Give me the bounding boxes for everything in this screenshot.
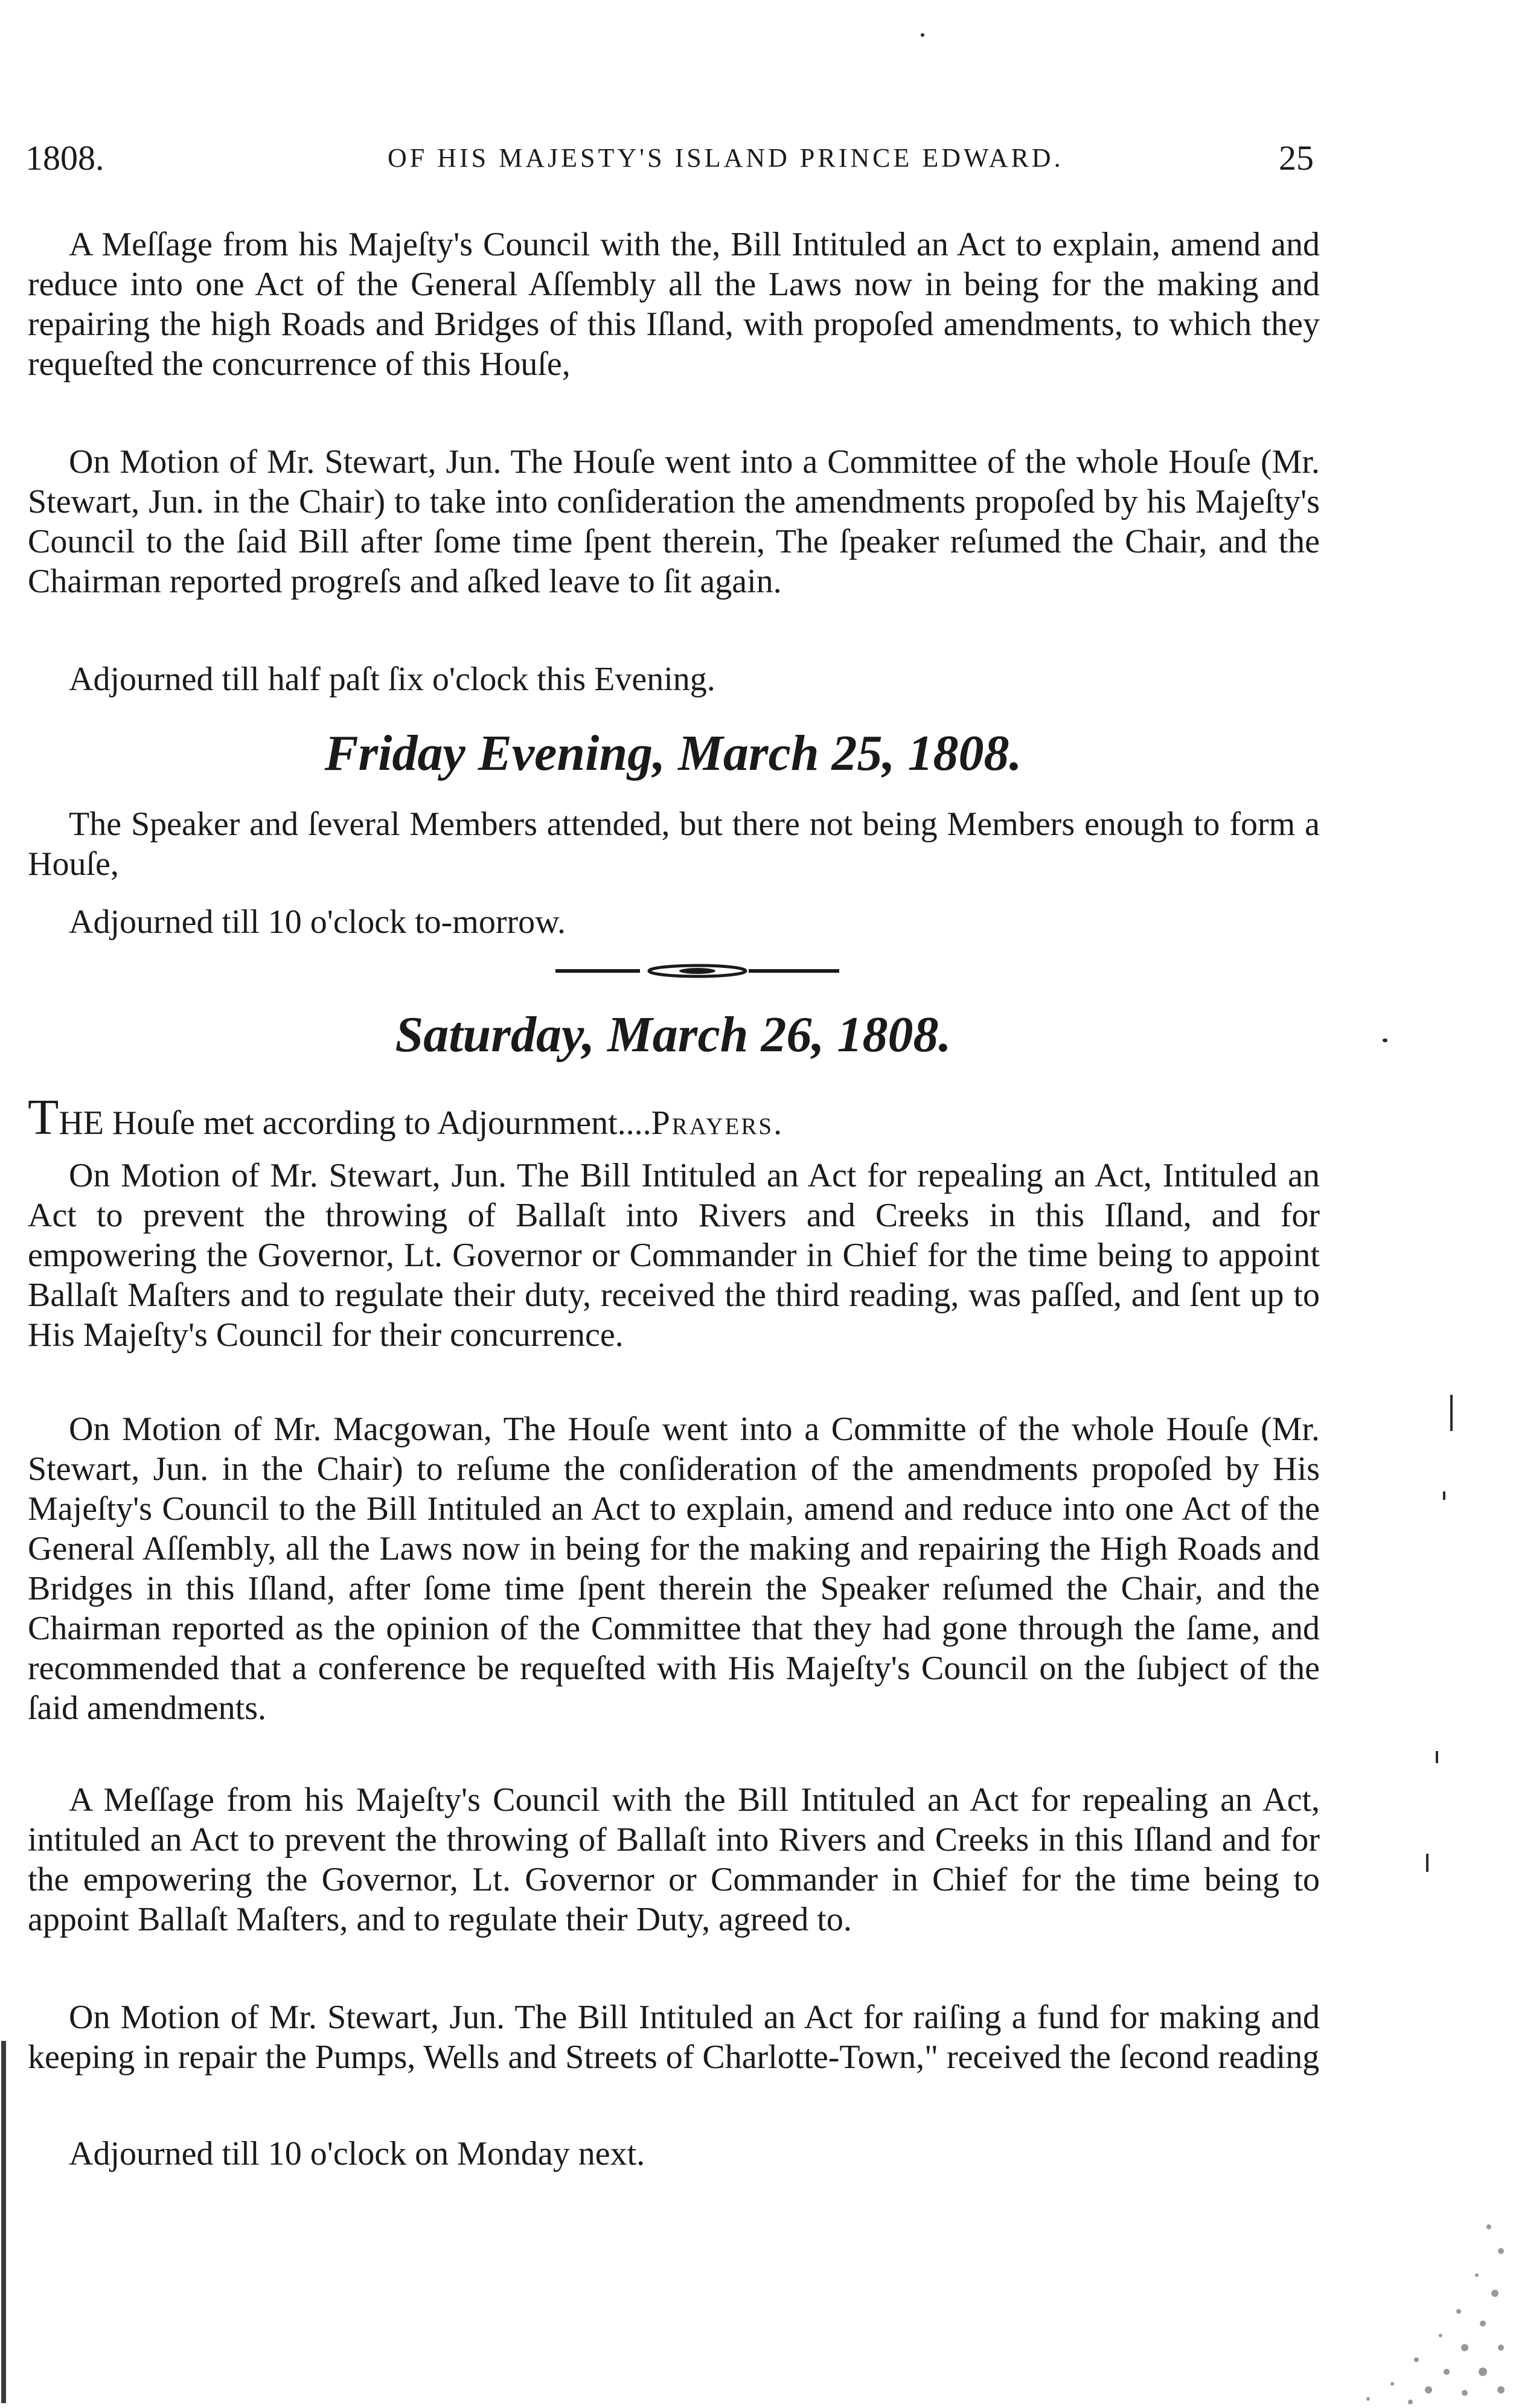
paragraph-no-quorum: The Speaker and ſeveral Members attended, but there not being Members enough to form a Houſe, (28, 805, 1320, 883)
ink-speck (1383, 1039, 1387, 1042)
header-title: OF HIS MAJESTY'S ISLAND PRINCE EDWARD. (388, 143, 1064, 173)
header-year: 1808. (25, 138, 104, 178)
prayers-label: Prayers. (651, 1104, 784, 1142)
margin-mark (1450, 1395, 1453, 1431)
paragraph-council-message: A Meſſage from his Majeſty's Council with the, Bill Intituled an Act to explain, amend and reduce into one Act of the General Aſſembly all the Laws now in being for the making and repairing the high Roads and Bridges of this Iſland, with propoſed amendments, to which they requeſted the concurrence of this Houſe, (28, 226, 1320, 383)
margin-mark (1426, 1854, 1428, 1872)
heading-friday-evening: Friday Evening, March 25, 1808. (324, 725, 1022, 781)
opening-line (28, 1089, 784, 1145)
paragraph-committee-motion: On Motion of Mr. Stewart, Jun. The Houſe went into a Committee of the whole Houſe (Mr. Stewart, Jun. in the Chair) to take into conſideration the amendments propoſed by his Majeſty's Council to the ſaid Bill after ſome time ſpent therein, The ſpeaker reſumed the Chair, and the Chairman reported progreſs and aſked leave to ſit again. (28, 443, 1320, 600)
margin-mark (1436, 1751, 1438, 1763)
section-divider (555, 964, 839, 978)
page-edge-shadow (1, 2041, 6, 2403)
drop-cap: T (28, 1089, 59, 1145)
paragraph-adjourned-tomorrow: Adjourned till 10 o'clock to-morrow. (69, 903, 566, 941)
paragraph-adjourned-evening: Adjourned till half paſt ſix o'clock this Evening. (69, 661, 715, 698)
paragraph-ballast-message: A Meſſage from his Majeſty's Council with the Bill Intituled an Act for repealing an Act, intituled an Act to prevent the throwing of Ballaſt into Rivers and Creeks in this Iſland and for the empowering the Governor, Lt. Governor or Commander in Chief for the time being to appoint Ballaſt Maſters, and to regulate their Duty, agreed to. (28, 1781, 1320, 1938)
paragraph-roads-committee: On Motion of Mr. Macgowan, The Houſe went into a Committe of the whole Houſe (Mr. Stewart, Jun. in the Chair) to reſume the conſideration of the amendments propoſed by His Majeſty's Council to the Bill Intituled an Act to explain, amend and reduce into one Act of the General Aſſembly, all the Laws now in being for the making and repairing the High Roads and Bridges in this Iſland, after ſome time ſpent therein the Speaker reſumed the Chair, and the Chairman reported as the opinion of the Committee that they had gone through the ſame, and recommended that a conference be requeſted with His Majeſty's Council on the ſubject of the ſaid amendments. (28, 1411, 1320, 1727)
ink-speck (921, 33, 924, 37)
running-header (25, 134, 1314, 182)
page-number: 25 (1279, 138, 1314, 178)
paragraph-pumps-bill: On Motion of Mr. Stewart, Jun. The Bill Intituled an Act for raiſing a fund for making and keeping in repair the Pumps, Wells and Streets of Charlotte-Town," received the ſecond reading (28, 1999, 1320, 2076)
heading-saturday: Saturday, March 26, 1808. (395, 1007, 952, 1063)
margin-mark (1443, 1491, 1445, 1500)
opening-text: HE Houſe met according to Adjournment.... (59, 1104, 651, 1142)
paragraph-ballast-bill: On Motion of Mr. Stewart, Jun. The Bill Intituled an Act for repealing an Act, Intituled an Act to prevent the throwing of Ballaſt into Rivers and Creeks in this Iſland, and for empowering the Governor, Lt. Governor or Commander in Chief for the time being to appoint Ballaſt Maſters and to regulate their duty, received the third reading, was paſſed, and ſent up to His Majeſty's Council for their concurrence. (28, 1157, 1320, 1354)
corner-smudge (1259, 2154, 1513, 2408)
paragraph-adjourned-monday: Adjourned till 10 o'clock on Monday next. (69, 2135, 645, 2173)
